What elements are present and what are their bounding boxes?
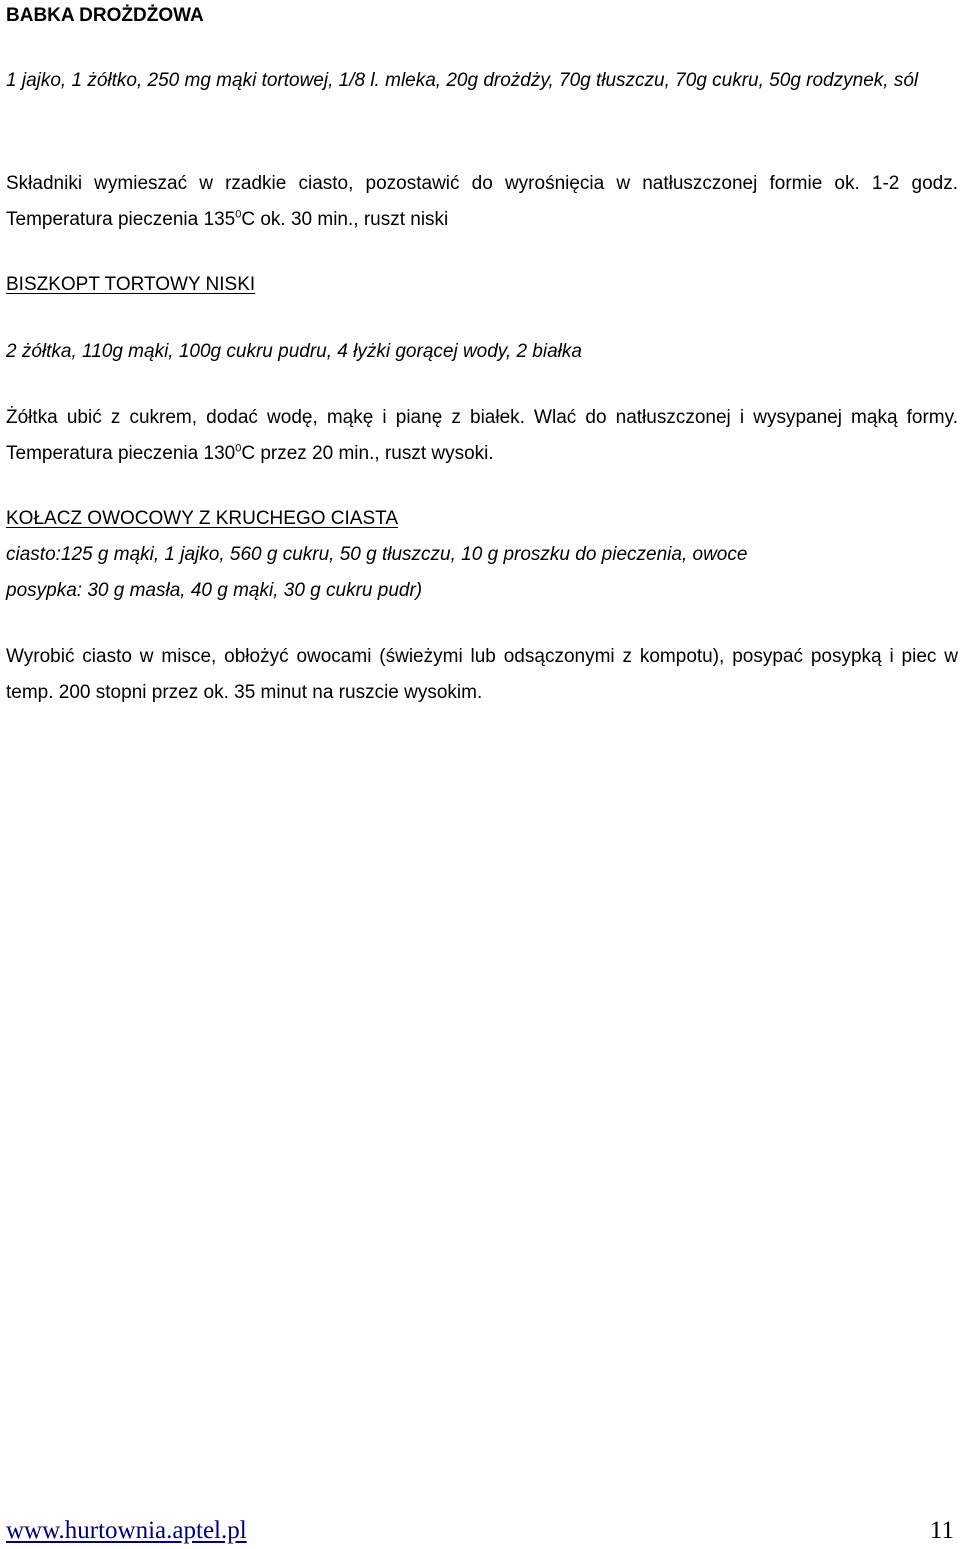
recipe-method-babka xyxy=(6,166,958,238)
recipe-title-biszkopt: BISZKOPT TORTOWY NISKI xyxy=(6,274,256,295)
recipe-method-biszkopt-text-end: C przez 20 min., ruszt wysoki. xyxy=(241,443,494,464)
page-number: 11 xyxy=(929,1517,954,1544)
recipe-ingredients-kolacz-topping: posypka: 30 g masła, 40 g mąki, 30 g cukru pudr) xyxy=(6,580,423,601)
footer-website-link[interactable]: www.hurtownia.aptel.pl xyxy=(6,1517,247,1544)
recipe-method-biszkopt xyxy=(6,400,958,472)
recipe-ingredients-babka: 1 jajko, 1 żółtko, 250 mg mąki tortowej, 1/8 l. mleka, 20g drożdży, 70g tłuszczu, 70g cukru, 50g rodzynek, sól xyxy=(6,70,919,91)
degree-superscript: 0 xyxy=(235,442,242,455)
recipe-method-babka-text: Składniki wymieszać w rzadkie ciasto, pozostawić do wyrośnięcia w natłuszczonej formie ok. 1-2 godz. Temperatura pieczenia 135 xyxy=(6,173,958,230)
recipe-ingredients-kolacz-dough: ciasto:125 g mąki, 1 jajko, 560 g cukru, 50 g tłuszczu, 10 g proszku do pieczenia, owoce xyxy=(6,544,748,565)
recipe-title-kolacz: KOŁACZ OWOCOWY Z KRUCHEGO CIASTA xyxy=(6,508,398,529)
recipe-method-babka-text-end: C ok. 30 min., ruszt niski xyxy=(241,209,449,230)
recipe-method-kolacz: Wyrobić ciasto w misce, obłożyć owocami (świeżymi lub odsączonymi z kompotu), posypać posypką i piec w temp. 200 stopni przez ok. 35 minut na ruszcie wysokim. xyxy=(6,646,958,703)
degree-superscript: 0 xyxy=(235,208,242,221)
recipe-method-biszkopt-text: Żółtka ubić z cukrem, dodać wodę, mąkę i pianę z białek. Wlać do natłuszczonej i wysypanej mąką formy. Temperatura pieczenia 130 xyxy=(6,407,958,464)
recipe-title-babka: BABKA DROŻDŻOWA xyxy=(6,5,204,26)
recipe-ingredients-biszkopt: 2 żółtka, 110g mąki, 100g cukru pudru, 4 łyżki gorącej wody, 2 białka xyxy=(6,341,582,362)
